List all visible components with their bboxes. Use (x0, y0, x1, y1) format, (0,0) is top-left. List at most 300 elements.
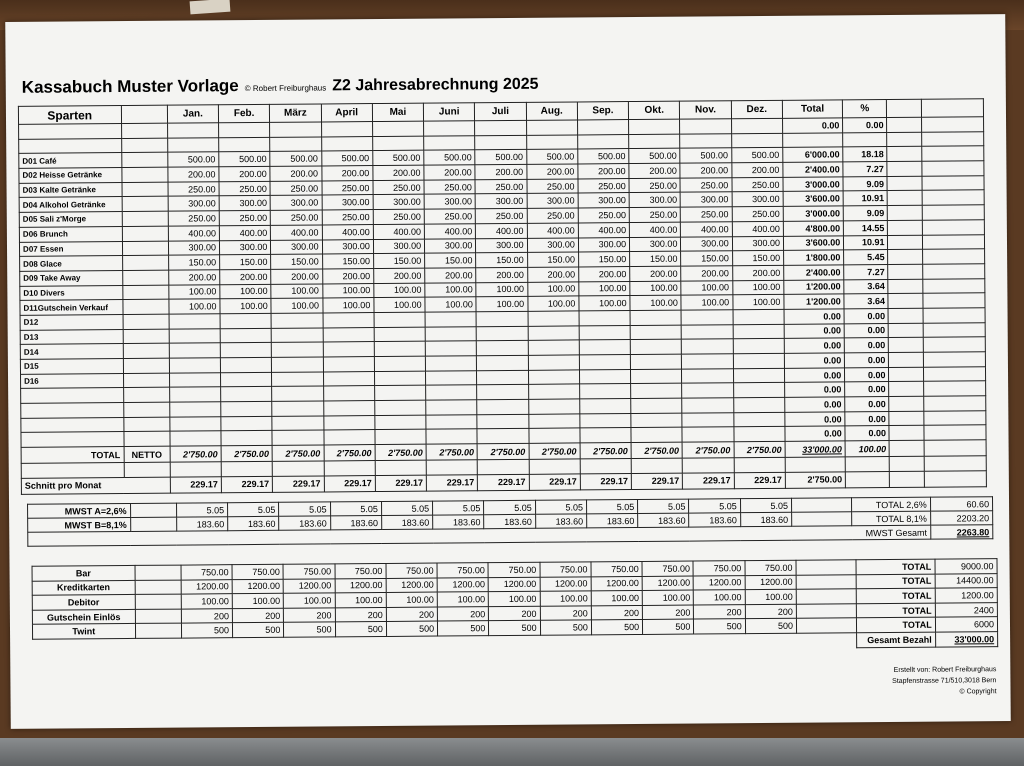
empty-cell (526, 135, 577, 150)
month-value: 200.00 (526, 164, 577, 179)
month-value (221, 416, 272, 431)
month-value (221, 431, 272, 446)
total-label: TOTAL (21, 447, 124, 464)
empty-cell (921, 117, 983, 132)
row-percent: 0.00 (845, 338, 889, 353)
empty-cell (135, 594, 181, 609)
vat-value: 5.05 (228, 502, 279, 516)
paper-sheet (5, 14, 1011, 729)
row-total: 3'000.00 (783, 206, 843, 221)
vat-label: MWST A=2,6% (28, 503, 131, 518)
payment-table (32, 558, 999, 654)
month-value: 300.00 (219, 196, 270, 211)
empty-cell (890, 440, 924, 456)
empty-cell (372, 136, 423, 151)
month-value: 150.00 (425, 253, 476, 268)
payment-value: 100.00 (489, 591, 540, 606)
month-value (477, 429, 528, 444)
month-value (477, 341, 528, 356)
payment-value: 1200.00 (232, 579, 283, 594)
month-value: 500.00 (321, 151, 372, 166)
total-header: Total (782, 100, 842, 118)
month-value: 400.00 (578, 222, 629, 237)
month-value (220, 313, 271, 328)
month-value: 150.00 (322, 254, 373, 269)
payment-value: 750.00 (488, 562, 539, 577)
payment-value: 750.00 (540, 562, 591, 577)
month-header: Dez. (731, 100, 782, 118)
month-total: 2'750.00 (170, 446, 221, 462)
payment-value: 1200.00 (437, 577, 488, 592)
month-value: 500.00 (270, 151, 321, 166)
empty-cell (845, 457, 889, 472)
percent-header: % (843, 100, 887, 118)
month-value (477, 326, 528, 341)
empty-cell (889, 396, 923, 411)
month-value: 300.00 (527, 237, 578, 252)
empty-cell (123, 373, 169, 388)
category-label: D05 Sali z'Morge (19, 212, 122, 227)
month-value (220, 328, 271, 343)
month-value: 250.00 (219, 210, 270, 225)
month-value (682, 368, 733, 383)
category-label (21, 403, 124, 418)
month-value (169, 343, 220, 358)
vat-value: 183.60 (587, 513, 638, 527)
month-value: 250.00 (373, 180, 424, 195)
payment-value: 100.00 (642, 590, 693, 605)
month-value (374, 371, 425, 386)
vat-total: 2203.20 (930, 511, 992, 525)
month-value (170, 417, 221, 432)
empty-cell (21, 463, 124, 478)
month-value: 300.00 (578, 193, 629, 208)
payment-sum: 33'000.00 (935, 632, 997, 647)
empty-cell (924, 440, 986, 456)
month-value (631, 398, 682, 413)
payment-value: 100.00 (284, 593, 335, 608)
row-total: 0.00 (785, 397, 845, 412)
vat-value: 183.60 (638, 513, 689, 527)
month-average: 229.17 (529, 474, 580, 490)
month-value (580, 413, 631, 428)
empty-cell (843, 132, 887, 147)
month-value: 500.00 (731, 148, 782, 163)
month-header: April (321, 104, 372, 122)
payment-value: 200 (181, 608, 232, 623)
month-average: 229.17 (375, 475, 426, 491)
month-value: 500.00 (168, 152, 219, 167)
month-value (630, 310, 681, 325)
month-value (169, 314, 220, 329)
row-percent: 10.91 (844, 235, 888, 250)
payment-label: Twint (32, 624, 135, 639)
empty-cell (167, 123, 218, 138)
month-value (579, 325, 630, 340)
month-value (221, 401, 272, 416)
month-value (374, 356, 425, 371)
row-total: 4'800.00 (783, 221, 843, 236)
vat-sum: 2263.80 (930, 525, 992, 539)
vat-total-label: TOTAL 2,6% (852, 497, 931, 512)
month-value (374, 341, 425, 356)
payment-total: 1200.00 (935, 588, 997, 603)
payment-value: 750.00 (386, 563, 437, 578)
empty-cell (122, 226, 168, 241)
month-value (528, 326, 579, 341)
vat-value: 183.60 (176, 517, 227, 531)
month-value (323, 415, 374, 430)
month-value (631, 413, 682, 428)
row-percent: 0.00 (843, 118, 887, 133)
month-value (323, 357, 374, 372)
month-value: 300.00 (476, 238, 527, 253)
empty-cell (922, 205, 984, 220)
month-value: 100.00 (579, 281, 630, 296)
month-value (375, 400, 426, 415)
month-value (580, 399, 631, 414)
month-value: 200.00 (373, 165, 424, 180)
month-value: 150.00 (271, 254, 322, 269)
vat-value: 5.05 (330, 501, 381, 515)
month-value (425, 341, 476, 356)
month-value (630, 325, 681, 340)
month-value: 200.00 (629, 163, 680, 178)
month-value: 100.00 (322, 298, 373, 313)
row-percent: 0.00 (845, 426, 889, 441)
payment-value: 500 (745, 619, 796, 634)
month-value: 200.00 (270, 166, 321, 181)
month-value: 100.00 (476, 297, 527, 312)
empty-cell (922, 220, 984, 235)
payment-total-label: TOTAL (857, 618, 936, 633)
payment-value: 500 (335, 622, 386, 637)
payment-value: 750.00 (232, 564, 283, 579)
month-value (272, 357, 323, 372)
empty-cell (526, 120, 577, 135)
empty-cell (792, 512, 852, 526)
empty-cell (426, 460, 477, 475)
payment-value: 1200.00 (745, 575, 796, 590)
row-total: 6'000.00 (783, 147, 843, 162)
month-value (323, 371, 374, 386)
empty-cell (123, 388, 169, 403)
month-total: 2'750.00 (580, 443, 631, 459)
empty-cell (122, 299, 168, 314)
empty-cell (923, 293, 985, 308)
month-value (375, 415, 426, 430)
empty-cell (424, 135, 475, 150)
row-percent: 9.09 (843, 176, 887, 191)
empty-cell (121, 138, 167, 153)
empty-cell (846, 471, 890, 487)
copyright-small: © Robert Freiburghaus (244, 83, 327, 94)
month-header: Sep. (577, 102, 628, 120)
empty-cell (731, 118, 782, 133)
month-value (374, 327, 425, 342)
month-value: 400.00 (527, 223, 578, 238)
revenue-table (18, 98, 987, 494)
month-value: 400.00 (168, 226, 219, 241)
month-value (529, 428, 580, 443)
payment-value: 100.00 (335, 593, 386, 608)
row-percent: 0.00 (844, 323, 888, 338)
vat-value: 5.05 (535, 500, 586, 514)
month-value: 200.00 (321, 166, 372, 181)
month-value: 150.00 (527, 252, 578, 267)
empty-cell (924, 425, 986, 440)
empty-cell (123, 432, 169, 447)
month-value: 300.00 (630, 237, 681, 252)
payment-value: 500 (489, 621, 540, 636)
category-label: D06 Brunch (19, 226, 122, 241)
month-value: 250.00 (475, 179, 526, 194)
month-total: 2'750.00 (221, 445, 272, 461)
category-label (21, 432, 124, 447)
empty-cell (887, 132, 921, 147)
payment-value: 750.00 (693, 561, 744, 576)
payment-value: 500 (643, 619, 694, 634)
payment-value: 1200.00 (540, 576, 591, 591)
month-value: 400.00 (219, 225, 270, 240)
month-value: 500.00 (219, 152, 270, 167)
empty-cell (577, 120, 628, 135)
month-value: 300.00 (424, 194, 475, 209)
month-value (375, 430, 426, 445)
category-label: D10 Divers (20, 285, 123, 300)
month-value: 250.00 (424, 209, 475, 224)
payment-total-label: TOTAL (856, 588, 935, 603)
empty-cell (796, 604, 856, 619)
month-value: 300.00 (732, 192, 783, 207)
month-header: März (270, 104, 321, 122)
month-value (477, 399, 528, 414)
month-total: 2'750.00 (272, 445, 323, 461)
row-percent: 0.00 (845, 353, 889, 368)
empty-cell (888, 191, 922, 206)
vat-value: 5.05 (279, 502, 330, 516)
month-total: 2'750.00 (375, 444, 426, 460)
month-value: 300.00 (681, 236, 732, 251)
payment-value: 750.00 (642, 561, 693, 576)
empty-cell (923, 308, 985, 323)
vat-value: 183.60 (279, 516, 330, 530)
payment-value: 1200.00 (488, 577, 539, 592)
empty-cell (122, 255, 168, 270)
vat-value: 183.60 (330, 515, 381, 529)
month-value: 200.00 (322, 268, 373, 283)
row-total: 0.00 (782, 118, 842, 133)
empty-cell (923, 396, 985, 411)
month-value (221, 372, 272, 387)
month-value: 150.00 (168, 255, 219, 270)
month-value: 250.00 (168, 182, 219, 197)
month-value: 250.00 (629, 178, 680, 193)
payment-value: 100.00 (437, 592, 488, 607)
empty-cell (321, 136, 372, 151)
empty-cell (888, 205, 922, 220)
empty-cell (887, 117, 921, 132)
row-percent: 0.00 (845, 411, 889, 426)
empty-cell (321, 122, 372, 137)
payment-value: 100.00 (745, 589, 796, 604)
payment-value: 100.00 (181, 594, 232, 609)
payment-total: 2400 (935, 602, 997, 617)
payment-value: 500 (694, 619, 745, 634)
month-value: 100.00 (322, 283, 373, 298)
month-value (682, 339, 733, 354)
month-value (682, 354, 733, 369)
empty-cell (924, 471, 986, 487)
vat-value: 183.60 (535, 514, 586, 528)
month-value: 200.00 (168, 167, 219, 182)
month-header: Mai (372, 103, 423, 121)
footer-author: Erstellt von: Robert Freiburghaus (893, 666, 997, 674)
month-value (477, 414, 528, 429)
month-value (631, 428, 682, 443)
empty-cell (122, 182, 168, 197)
month-value: 250.00 (424, 180, 475, 195)
month-value (323, 312, 374, 327)
empty-cell (122, 211, 168, 226)
empty-cell (475, 135, 526, 150)
month-value: 200.00 (271, 269, 322, 284)
empty-cell (375, 460, 426, 475)
empty-cell (796, 618, 856, 633)
empty-cell (889, 323, 923, 338)
row-percent: 18.18 (843, 147, 887, 162)
month-value: 500.00 (680, 148, 731, 163)
month-value: 200.00 (681, 266, 732, 281)
empty-cell (923, 322, 985, 337)
empty-cell (122, 197, 168, 212)
payment-value: 1200.00 (335, 578, 386, 593)
month-value: 150.00 (476, 253, 527, 268)
month-total: 2'750.00 (734, 441, 785, 457)
month-value: 300.00 (373, 195, 424, 210)
month-header: Juni (423, 103, 474, 121)
month-value (681, 310, 732, 325)
row-percent: 0.00 (845, 397, 889, 412)
month-value (682, 412, 733, 427)
empty-cell (889, 411, 923, 426)
document-header (22, 74, 539, 98)
empty-cell (783, 133, 843, 148)
month-value: 100.00 (630, 281, 681, 296)
month-value: 200.00 (476, 267, 527, 282)
month-value (631, 369, 682, 384)
empty-cell (135, 623, 181, 638)
empty-cell (123, 402, 169, 417)
month-header: Nov. (680, 101, 731, 119)
month-value (579, 340, 630, 355)
month-value (733, 368, 784, 383)
month-value (425, 326, 476, 341)
row-total: 2'400.00 (784, 265, 844, 280)
month-value (682, 427, 733, 442)
empty-cell (890, 456, 924, 471)
month-value (528, 384, 579, 399)
empty-cell (924, 456, 986, 471)
empty-cell (424, 121, 475, 136)
month-value: 300.00 (168, 240, 219, 255)
month-value: 200.00 (425, 268, 476, 283)
vat-total: 60.60 (930, 497, 992, 511)
month-average: 229.17 (221, 476, 272, 492)
total-percent: 100.00 (845, 441, 889, 457)
vat-value: 183.60 (484, 514, 535, 528)
month-value (579, 384, 630, 399)
month-value (733, 324, 784, 339)
month-average: 229.17 (324, 475, 375, 491)
month-value (528, 399, 579, 414)
row-percent: 3.64 (844, 279, 888, 294)
empty-cell (130, 517, 176, 531)
month-value: 250.00 (629, 207, 680, 222)
row-percent: 7.27 (843, 162, 887, 177)
row-total: 0.00 (784, 338, 844, 353)
payment-value: 100.00 (540, 591, 591, 606)
month-value: 100.00 (220, 299, 271, 314)
month-value: 200.00 (680, 163, 731, 178)
month-value (734, 412, 785, 427)
payment-total: 9000.00 (935, 559, 997, 574)
month-value: 300.00 (681, 192, 732, 207)
empty-cell (372, 121, 423, 136)
empty-cell (135, 565, 181, 580)
payment-value: 200 (489, 606, 540, 621)
payment-value: 1200.00 (694, 575, 745, 590)
month-total: 2'750.00 (426, 444, 477, 460)
empty-cell (219, 122, 270, 137)
empty-cell (887, 176, 921, 191)
category-label: D16 (21, 373, 124, 388)
month-value: 200.00 (578, 164, 629, 179)
empty-cell (923, 352, 985, 367)
empty-cell (887, 161, 921, 176)
month-value: 100.00 (630, 295, 681, 310)
footer-credits (892, 664, 997, 698)
month-value (579, 369, 630, 384)
vat-value: 183.60 (689, 513, 740, 527)
month-value (169, 402, 220, 417)
empty-cell (324, 461, 375, 476)
month-value (528, 370, 579, 385)
empty-cell (122, 270, 168, 285)
payment-value: 200 (284, 608, 335, 623)
month-value (579, 355, 630, 370)
empty-cell (796, 560, 856, 575)
month-value (425, 356, 476, 371)
payment-value: 1200.00 (591, 576, 642, 591)
month-value (426, 385, 477, 400)
footer-copyright: © Copyright (959, 688, 997, 696)
blank-header (921, 99, 983, 117)
month-value: 200.00 (424, 165, 475, 180)
empty-cell (922, 176, 984, 191)
payment-value: 500 (181, 623, 232, 638)
month-value (528, 414, 579, 429)
month-value: 150.00 (578, 252, 629, 267)
month-value: 250.00 (476, 208, 527, 223)
empty-cell (888, 249, 922, 264)
month-value (272, 416, 323, 431)
empty-cell (680, 119, 731, 134)
month-value: 100.00 (169, 284, 220, 299)
row-percent: 14.55 (844, 220, 888, 235)
empty-cell (130, 503, 176, 517)
empty-cell (19, 124, 122, 139)
